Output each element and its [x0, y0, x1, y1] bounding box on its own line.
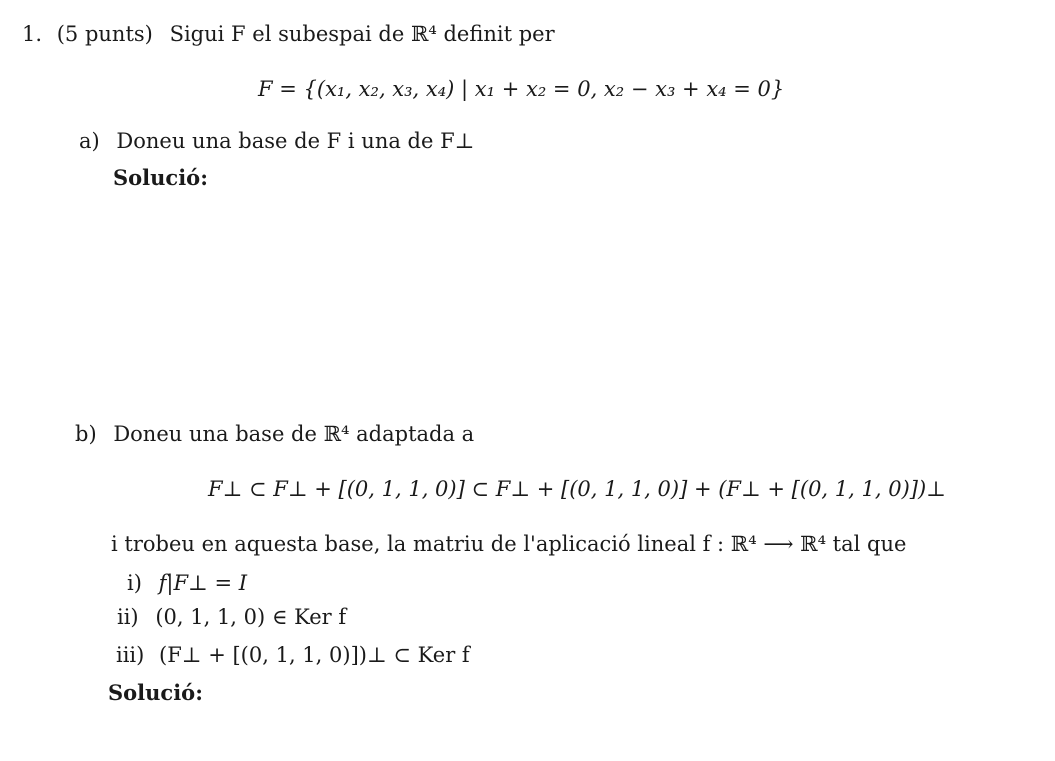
- part-b-solution-label: Solució:: [108, 680, 203, 705]
- definition-formula: [258, 79, 784, 100]
- condition-label: ii): [117, 605, 139, 629]
- subspace-chain: [208, 479, 946, 500]
- part-a-solution-label: Solució:: [113, 165, 208, 190]
- part-b-instruction: i trobeu en aquesta base, la matriu de l'aplicació lineal f : ℝ⁴ ⟶ ℝ⁴ tal que: [111, 532, 907, 556]
- part-b-label: b): [75, 422, 97, 446]
- condition-item: [127, 573, 247, 594]
- subspace-chain-text: F⊥ ⊂ F⊥ + [(0, 1, 1, 0)] ⊂ F⊥ + [(0, 1, 1, 0)] + (F⊥ + [(0, 1, 1, 0)])⊥: [208, 477, 946, 501]
- condition-label: iii): [116, 643, 145, 667]
- condition-text: (F⊥ + [(0, 1, 1, 0)])⊥ ⊂ Ker f: [159, 643, 470, 667]
- condition-item: [117, 607, 346, 628]
- part-a-text: Doneu una base de F i una de F⊥: [116, 129, 475, 153]
- condition-label: i): [127, 571, 142, 595]
- part-b-text: Doneu una base de ℝ⁴ adaptada a: [113, 422, 475, 446]
- problem-number: 1.: [22, 22, 43, 46]
- problem-points: (5 punts): [56, 22, 153, 46]
- part-a-question: [79, 131, 474, 152]
- definition-text: F = {(x₁, x₂, x₃, x₄) | x₁ + x₂ = 0, x₂ − x₃ + x₄ = 0}: [258, 77, 785, 101]
- condition-text: (0, 1, 1, 0) ∈ Ker f: [155, 605, 347, 629]
- problem-header: [22, 24, 555, 45]
- condition-text: f|F⊥ = I: [158, 571, 248, 595]
- problem-statement: Sigui F el subespai de ℝ⁴ definit per: [169, 22, 555, 46]
- part-a-label: a): [79, 129, 100, 153]
- part-b-question: [75, 424, 474, 445]
- condition-item: [116, 645, 470, 666]
